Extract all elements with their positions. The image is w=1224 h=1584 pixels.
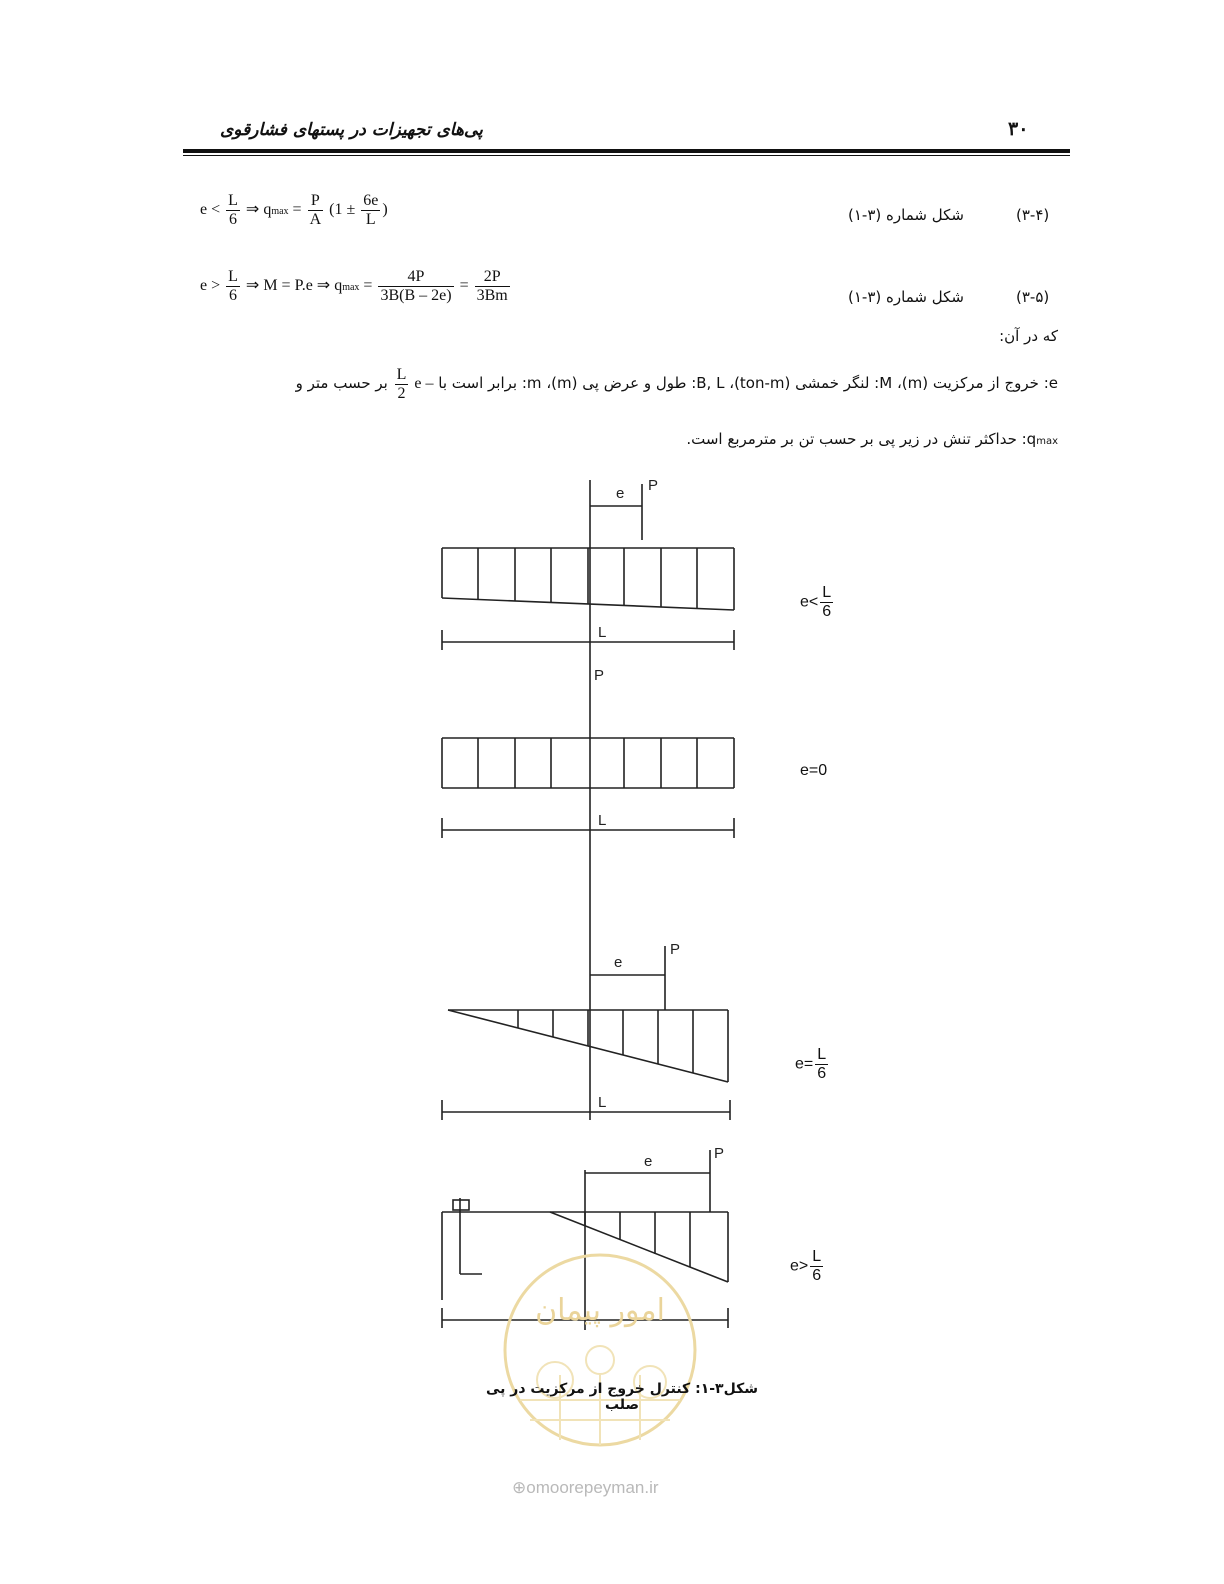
footer-website: ⊕omoorepeyman.ir — [512, 1478, 659, 1497]
fraction: $\frac{L}{6}$ — [817, 1046, 827, 1082]
page-number: ۳۰ — [1008, 118, 1029, 140]
fraction: $\frac{L}{6}$ — [228, 192, 238, 228]
load-label-p1: P — [648, 477, 659, 494]
inline-formula: $\frac{L}{2}$ e – — [396, 366, 434, 402]
header-rule — [183, 149, 1070, 153]
fraction: $\frac{2P}{3Bm}$ — [476, 268, 508, 304]
panel-e-zero — [442, 738, 734, 838]
condition-label-2: e=0 — [800, 762, 828, 779]
condition-label-3: e= $\frac{L}{6}$ — [795, 1046, 827, 1082]
definitions-line-1: e: خروج از مرکزیت (m)، M: لنگر خمشی (ton-m)، B, L: طول و عرض پی (m)، m: برابر است با $\frac{L}{2}$ e – بر حسب متر و — [295, 366, 1058, 402]
condition-label-1: e< $\frac{L}{6}$ — [800, 584, 832, 620]
globe-icon: ⊕ — [512, 1478, 527, 1497]
condition-label-4: e> $\frac{L}{6}$ — [790, 1248, 822, 1284]
dim-label-l1: L — [598, 624, 607, 641]
equation-4-reference: شکل شماره (۳-۱) — [848, 206, 964, 224]
equation-4-number: (۳-۴) — [1016, 206, 1050, 224]
dim-label-e4: e — [644, 1153, 653, 1170]
dim-label-e3: e — [614, 954, 623, 971]
fraction: $\frac{P}{A}$ — [309, 192, 322, 228]
header-rule-thin — [183, 155, 1070, 156]
panel-e-equal-l6 — [442, 946, 730, 1120]
load-label-p4: P — [714, 1145, 725, 1162]
equation-5: e > $\frac{L}{6}$ ⇒ M = P.e ⇒ qmax = $\frac{4P}{3B(B - 2e)}$ = $\frac{2P}{3Bm}$ — [200, 268, 508, 304]
fraction: $\frac{L}{6}$ — [228, 268, 238, 304]
equation-5-number: (۳-۵) — [1016, 288, 1050, 306]
equation-5-reference: شکل شماره (۳-۱) — [848, 288, 964, 306]
load-label-p2: P — [594, 667, 605, 684]
dim-label-e1: e — [616, 485, 625, 502]
dim-label-l2: L — [598, 812, 607, 829]
intro-text: که در آن: — [999, 327, 1058, 345]
qmax-symbol: qmax — [1026, 430, 1058, 448]
definitions-line-2: qmax: حداکثر تنش در زیر پی بر حسب تن بر مترمربع است. — [686, 430, 1058, 448]
equation-4: e < $\frac{L}{6}$ ⇒ qmax = $\frac{P}{A}$ (1 ± $\frac{6e}{L}$ ) — [200, 192, 388, 228]
fraction: $\frac{L}{2}$ — [396, 366, 407, 402]
fraction: $\frac{6e}{L}$ — [363, 192, 379, 228]
running-header-title: پی‌های تجهیزات در پستهای فشارقوی — [220, 120, 483, 140]
figure-caption: شکل۳-۱: کنترل خروج از مرکزیت در پی صلب — [485, 1381, 758, 1413]
load-label-p3: P — [670, 941, 681, 958]
watermark-logo-text: امور پیمان — [535, 1293, 665, 1328]
fraction: $\frac{L}{6}$ — [812, 1248, 822, 1284]
fraction: $\frac{4P}{3B(B - 2e)}$ — [380, 268, 452, 304]
dim-label-l3: L — [598, 1094, 607, 1111]
fraction: $\frac{L}{6}$ — [822, 584, 832, 620]
watermark-seal — [500, 1250, 700, 1450]
